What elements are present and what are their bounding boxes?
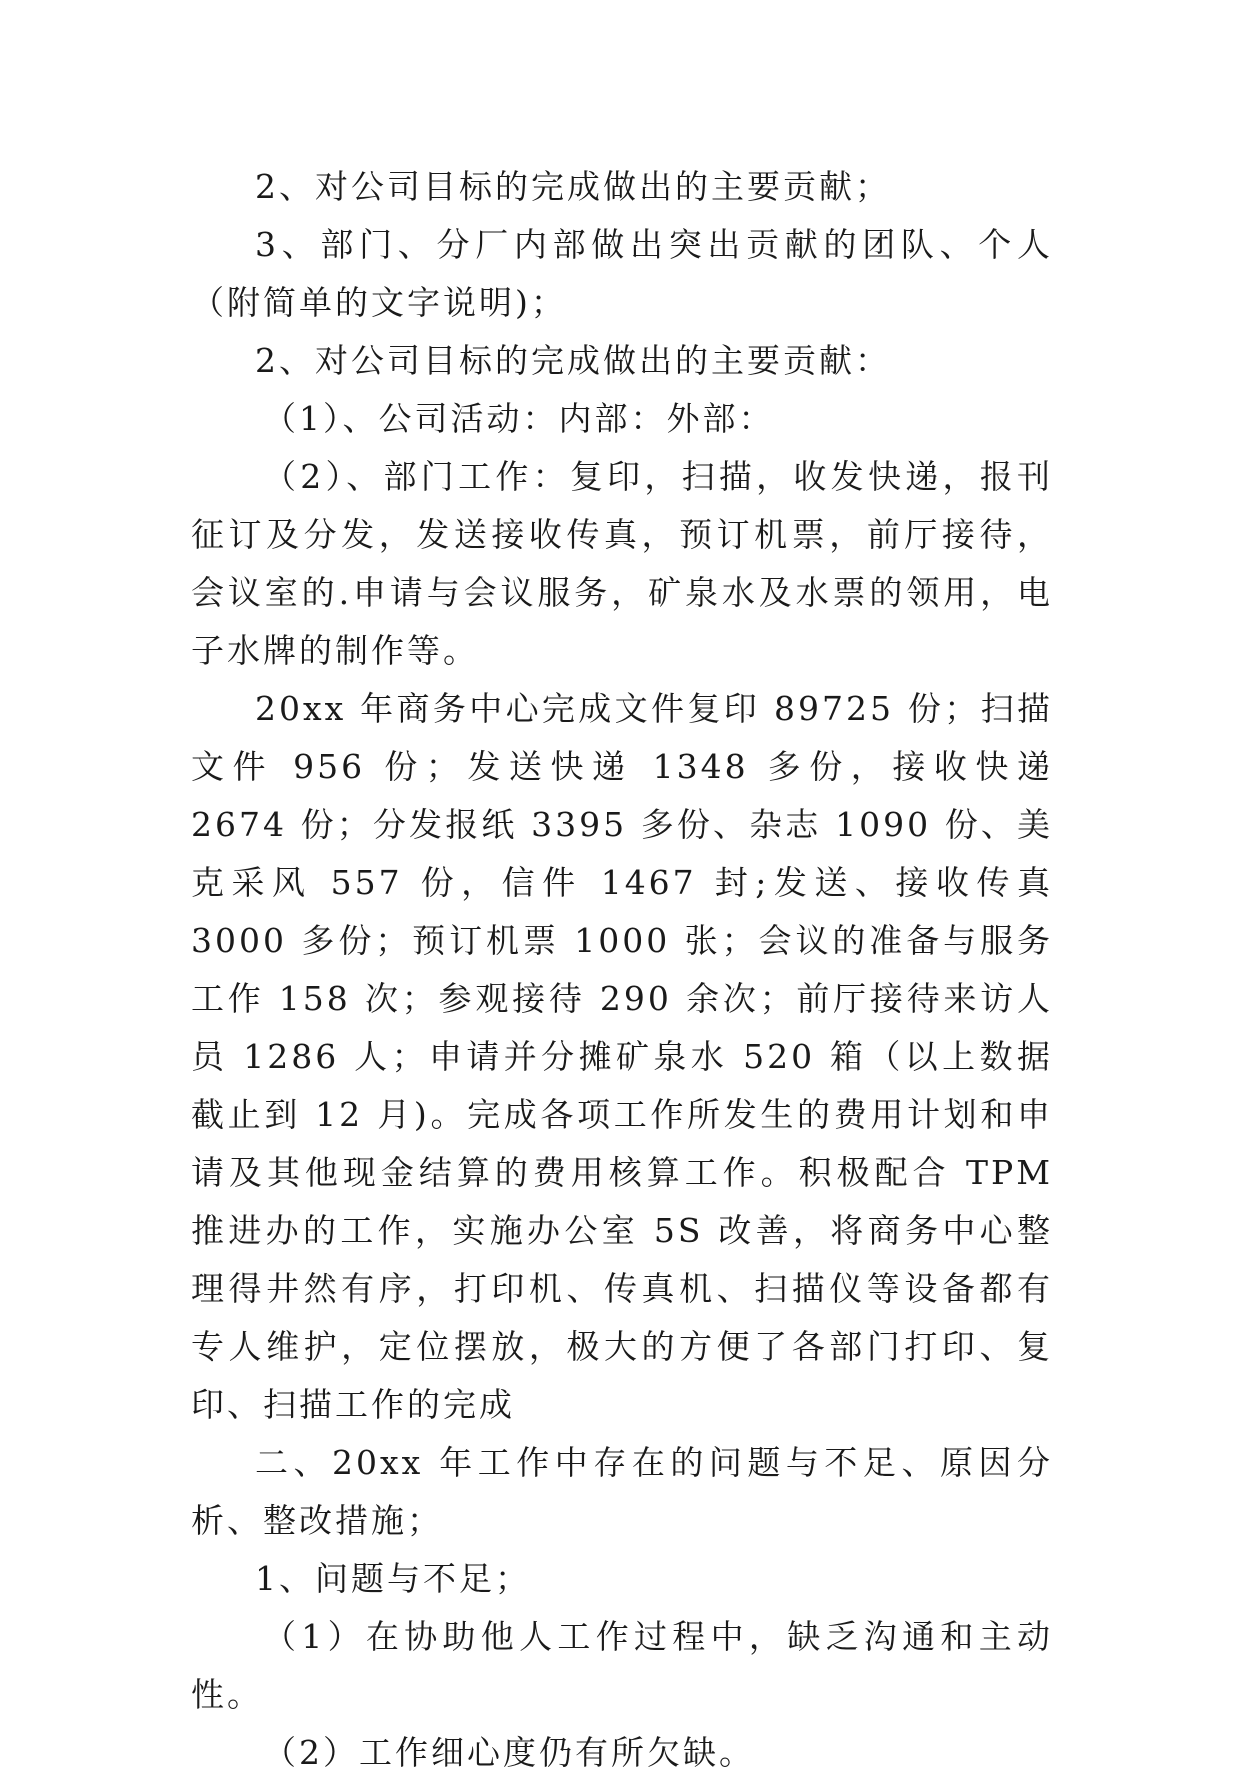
document-body: [191, 158, 1067, 1782]
paragraph-team-contribution: 3、部门、分厂内部做出突出贡献的团队、个人（附简单的文字说明)；: [191, 225, 1053, 322]
paragraph-problem-1: （1）在协助他人工作过程中，缺乏沟通和主动性。: [191, 1617, 1053, 1714]
paragraph-department-work: （2）、部门工作：复印，扫描，收发快递，报刊征订及分发，发送接收传真，预订机票，前厅接待，会议室的.申请与会议服务，矿泉水及水票的领用，电子水牌的制作等。: [191, 457, 1053, 670]
paragraph-problems-heading: 二、20xx 年工作中存在的问题与不足、原因分析、整改措施；: [191, 1443, 1053, 1540]
paragraph-contribution-heading-a: 2、对公司目标的完成做出的主要贡献；: [255, 167, 891, 206]
paragraph-annual-statistics: 20xx 年商务中心完成文件复印 89725 份；扫描文件 956 份；发送快递 1348 多份，接收快递 2674 份；分发报纸 3395 多份、杂志 1090 份、美克采风 557 份，信件 1467 封;发送、接收传真 3000 多份；预订机票 1000 张；会议的准备与服务工作 158 次；参观接待 290 余次；前厅接待来访人员 1286 人；申请并分摊矿泉水 520 箱（以上数据截止到 12 月)。完成各项工作所发生的费用计划和申请及其他现金结算的费用核算工作。积极配合 TPM 推进办的工作，实施办公室 5S 改善，将商务中心整理得井然有序，打印机、传真机、扫描仪等设备都有专人维护，定位摆放，极大的方便了各部门打印、复印、扫描工作的完成: [191, 689, 1067, 1424]
paragraph-company-activities: （1）、公司活动：内部：外部：: [263, 399, 775, 438]
paragraph-problems-subheading: 1、问题与不足；: [255, 1559, 531, 1598]
paragraph-contribution-heading-b: 2、对公司目标的完成做出的主要贡献：: [255, 341, 891, 380]
paragraph-problem-2: （2）工作细心度仍有所欠缺。: [263, 1733, 755, 1772]
